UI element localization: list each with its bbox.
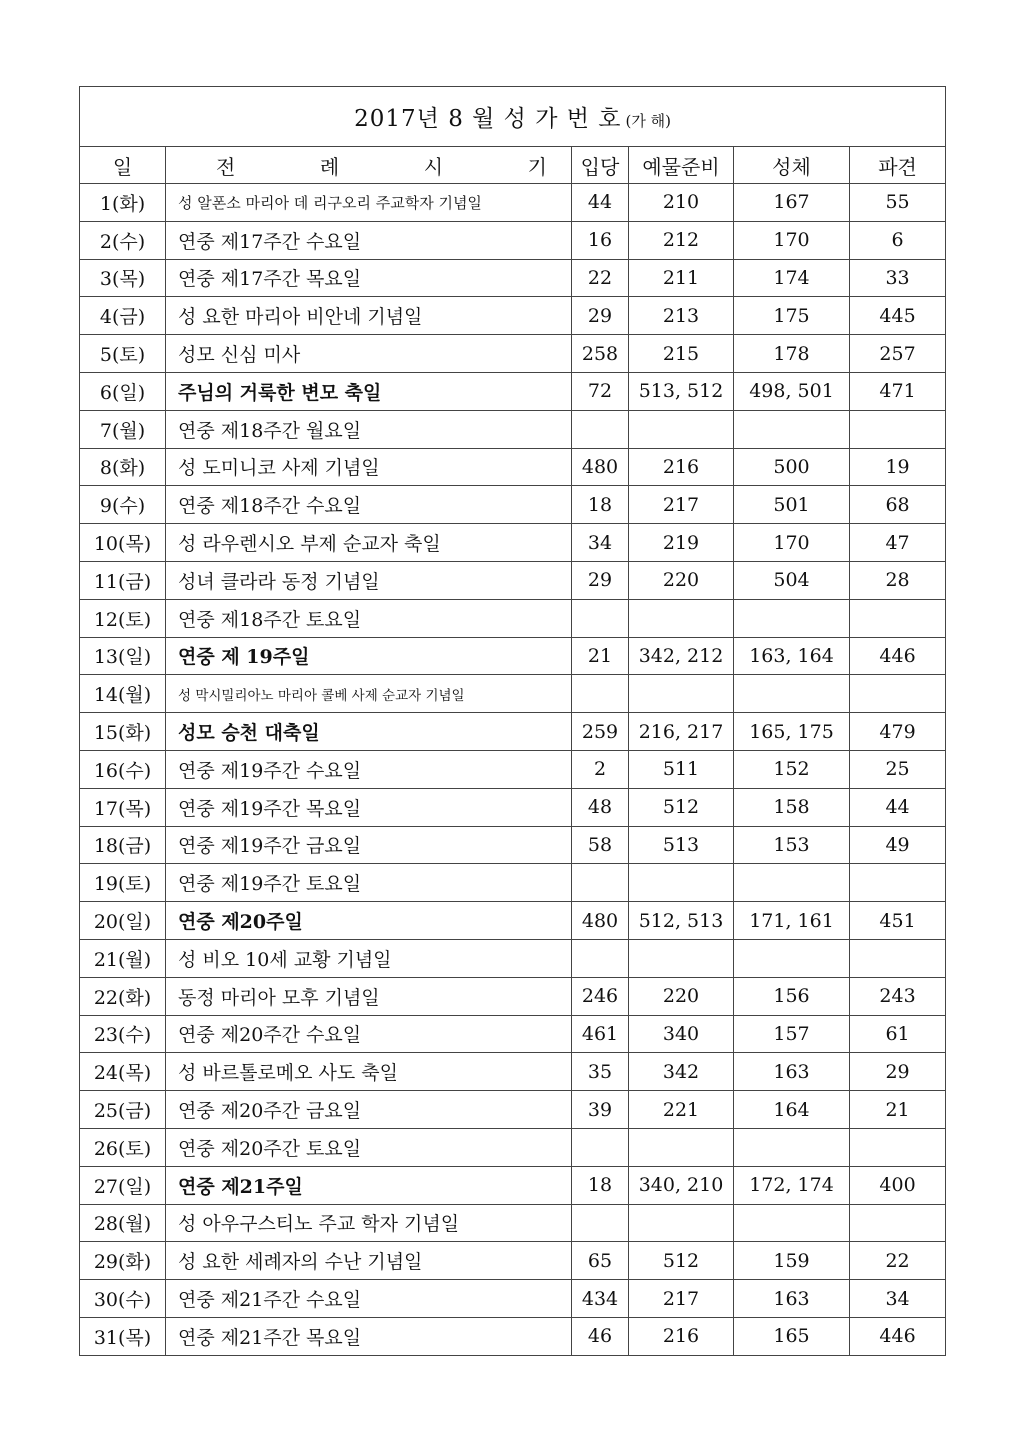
table-row — [80, 675, 946, 713]
dismissal-hymn-cell — [850, 1204, 946, 1242]
entrance-hymn-cell: 461 — [572, 1015, 629, 1053]
dismissal-hymn-cell — [850, 939, 946, 977]
day-cell: 27(일) — [80, 1166, 166, 1204]
liturgy-cell: 연중 제17주간 목요일 — [166, 259, 572, 297]
table-row — [80, 977, 946, 1015]
entrance-hymn-cell: 21 — [572, 637, 629, 675]
liturgy-cell: 연중 제21주일 — [166, 1166, 572, 1204]
table-row — [80, 939, 946, 977]
liturgy-cell: 성 알폰소 마리아 데 리구오리 주교학자 기념일 — [166, 184, 572, 222]
dismissal-hymn-cell — [850, 675, 946, 713]
liturgy-cell: 연중 제21주간 목요일 — [166, 1317, 572, 1355]
table-row — [80, 864, 946, 902]
offertory-hymn-cell — [629, 1128, 734, 1166]
table-row — [80, 1317, 946, 1355]
dismissal-hymn-cell — [850, 599, 946, 637]
day-cell: 24(목) — [80, 1053, 166, 1091]
communion-hymn-cell: 178 — [734, 335, 850, 373]
liturgy-cell: 성 도미니코 사제 기념일 — [166, 448, 572, 486]
table-row — [80, 1166, 946, 1204]
header-communion: 성체 — [734, 147, 850, 184]
offertory-hymn-cell — [629, 675, 734, 713]
entrance-hymn-cell: 22 — [572, 259, 629, 297]
liturgy-cell: 성모 승천 대축일 — [166, 713, 572, 751]
dismissal-hymn-cell: 21 — [850, 1091, 946, 1129]
day-cell: 8(화) — [80, 448, 166, 486]
liturgy-cell: 연중 제18주간 토요일 — [166, 599, 572, 637]
communion-hymn-cell: 163 — [734, 1280, 850, 1318]
entrance-hymn-cell: 58 — [572, 826, 629, 864]
hymn-number-table — [79, 86, 946, 1356]
liturgy-cell: 성모 신심 미사 — [166, 335, 572, 373]
table-row — [80, 1280, 946, 1318]
communion-hymn-cell: 164 — [734, 1091, 850, 1129]
day-cell: 14(월) — [80, 675, 166, 713]
dismissal-hymn-cell: 34 — [850, 1280, 946, 1318]
table-row — [80, 826, 946, 864]
entrance-hymn-cell: 480 — [572, 902, 629, 940]
day-cell: 2(수) — [80, 221, 166, 259]
table-row — [80, 1128, 946, 1166]
liturgy-cell: 성녀 클라라 동정 기념일 — [166, 561, 572, 599]
day-cell: 21(월) — [80, 939, 166, 977]
day-cell: 10(목) — [80, 524, 166, 562]
entrance-hymn-cell: 16 — [572, 221, 629, 259]
day-cell: 17(목) — [80, 788, 166, 826]
day-cell: 16(수) — [80, 750, 166, 788]
day-cell: 4(금) — [80, 297, 166, 335]
dismissal-hymn-cell: 243 — [850, 977, 946, 1015]
liturgy-cell: 연중 제20주간 금요일 — [166, 1091, 572, 1129]
dismissal-hymn-cell: 471 — [850, 372, 946, 410]
entrance-hymn-cell — [572, 410, 629, 448]
communion-hymn-cell: 498, 501 — [734, 372, 850, 410]
offertory-hymn-cell: 513 — [629, 826, 734, 864]
day-cell: 13(일) — [80, 637, 166, 675]
offertory-hymn-cell: 513, 512 — [629, 372, 734, 410]
day-cell: 28(월) — [80, 1204, 166, 1242]
dismissal-hymn-cell: 49 — [850, 826, 946, 864]
dismissal-hymn-cell: 28 — [850, 561, 946, 599]
offertory-hymn-cell: 512 — [629, 788, 734, 826]
communion-hymn-cell: 163, 164 — [734, 637, 850, 675]
offertory-hymn-cell: 220 — [629, 977, 734, 1015]
entrance-hymn-cell — [572, 939, 629, 977]
entrance-hymn-cell: 48 — [572, 788, 629, 826]
liturgy-cell: 연중 제 19주일 — [166, 637, 572, 675]
table-title — [80, 87, 946, 147]
liturgy-cell: 연중 제20주간 토요일 — [166, 1128, 572, 1166]
table-row — [80, 1204, 946, 1242]
communion-hymn-cell — [734, 1204, 850, 1242]
entrance-hymn-cell: 65 — [572, 1242, 629, 1280]
offertory-hymn-cell: 216 — [629, 1317, 734, 1355]
table-row — [80, 1053, 946, 1091]
table-row — [80, 599, 946, 637]
communion-hymn-cell — [734, 599, 850, 637]
offertory-hymn-cell: 221 — [629, 1091, 734, 1129]
entrance-hymn-cell: 246 — [572, 977, 629, 1015]
offertory-hymn-cell: 212 — [629, 221, 734, 259]
communion-hymn-cell: 157 — [734, 1015, 850, 1053]
entrance-hymn-cell: 39 — [572, 1091, 629, 1129]
dismissal-hymn-cell — [850, 1128, 946, 1166]
liturgy-cell: 연중 제19주간 목요일 — [166, 788, 572, 826]
liturgy-cell: 성 막시밀리아노 마리아 콜베 사제 순교자 기념일 — [166, 675, 572, 713]
communion-hymn-cell: 170 — [734, 221, 850, 259]
day-cell: 11(금) — [80, 561, 166, 599]
communion-hymn-cell: 501 — [734, 486, 850, 524]
communion-hymn-cell: 163 — [734, 1053, 850, 1091]
communion-hymn-cell — [734, 410, 850, 448]
table-row — [80, 1242, 946, 1280]
entrance-hymn-cell: 258 — [572, 335, 629, 373]
header-liturgy-char: 기 — [527, 154, 547, 179]
communion-hymn-cell: 175 — [734, 297, 850, 335]
dismissal-hymn-cell — [850, 864, 946, 902]
table-row — [80, 524, 946, 562]
dismissal-hymn-cell: 19 — [850, 448, 946, 486]
day-cell: 26(토) — [80, 1128, 166, 1166]
entrance-hymn-cell — [572, 864, 629, 902]
table-row — [80, 259, 946, 297]
liturgy-cell: 성 요한 세례자의 수난 기념일 — [166, 1242, 572, 1280]
liturgy-cell: 연중 제17주간 수요일 — [166, 221, 572, 259]
dismissal-hymn-cell: 445 — [850, 297, 946, 335]
table-row — [80, 372, 946, 410]
liturgy-cell: 동정 마리아 모후 기념일 — [166, 977, 572, 1015]
offertory-hymn-cell — [629, 410, 734, 448]
title-main: 2017년 8 월 성 가 번 호 — [354, 106, 622, 132]
communion-hymn-cell — [734, 939, 850, 977]
day-cell: 5(토) — [80, 335, 166, 373]
table-row — [80, 297, 946, 335]
dismissal-hymn-cell: 22 — [850, 1242, 946, 1280]
communion-hymn-cell — [734, 864, 850, 902]
dismissal-hymn-cell: 44 — [850, 788, 946, 826]
offertory-hymn-cell: 216, 217 — [629, 713, 734, 751]
offertory-hymn-cell: 511 — [629, 750, 734, 788]
offertory-hymn-cell: 342, 212 — [629, 637, 734, 675]
communion-hymn-cell: 174 — [734, 259, 850, 297]
day-cell: 3(목) — [80, 259, 166, 297]
dismissal-hymn-cell: 446 — [850, 637, 946, 675]
liturgy-cell: 연중 제20주일 — [166, 902, 572, 940]
table-row — [80, 637, 946, 675]
day-cell: 6(일) — [80, 372, 166, 410]
offertory-hymn-cell: 220 — [629, 561, 734, 599]
liturgy-cell: 연중 제19주간 수요일 — [166, 750, 572, 788]
offertory-hymn-cell: 211 — [629, 259, 734, 297]
communion-hymn-cell: 171, 161 — [734, 902, 850, 940]
table-row — [80, 1091, 946, 1129]
dismissal-hymn-cell: 29 — [850, 1053, 946, 1091]
offertory-hymn-cell — [629, 1204, 734, 1242]
table-row — [80, 788, 946, 826]
dismissal-hymn-cell: 451 — [850, 902, 946, 940]
entrance-hymn-cell — [572, 1128, 629, 1166]
communion-hymn-cell: 165, 175 — [734, 713, 850, 751]
day-cell: 1(화) — [80, 184, 166, 222]
dismissal-hymn-cell: 68 — [850, 486, 946, 524]
day-cell: 18(금) — [80, 826, 166, 864]
day-cell: 23(수) — [80, 1015, 166, 1053]
entrance-hymn-cell: 18 — [572, 1166, 629, 1204]
dismissal-hymn-cell: 6 — [850, 221, 946, 259]
header-row — [80, 147, 946, 184]
entrance-hymn-cell: 44 — [572, 184, 629, 222]
offertory-hymn-cell: 512, 513 — [629, 902, 734, 940]
liturgy-cell: 성 아우구스티노 주교 학자 기념일 — [166, 1204, 572, 1242]
table-row — [80, 486, 946, 524]
day-cell: 15(화) — [80, 713, 166, 751]
entrance-hymn-cell: 2 — [572, 750, 629, 788]
table-row — [80, 184, 946, 222]
day-cell: 25(금) — [80, 1091, 166, 1129]
entrance-hymn-cell: 29 — [572, 561, 629, 599]
offertory-hymn-cell — [629, 599, 734, 637]
offertory-hymn-cell: 340, 210 — [629, 1166, 734, 1204]
day-cell: 29(화) — [80, 1242, 166, 1280]
liturgy-cell: 성 요한 마리아 비안네 기념일 — [166, 297, 572, 335]
communion-hymn-cell: 172, 174 — [734, 1166, 850, 1204]
day-cell: 7(월) — [80, 410, 166, 448]
communion-hymn-cell: 152 — [734, 750, 850, 788]
dismissal-hymn-cell: 446 — [850, 1317, 946, 1355]
offertory-hymn-cell: 215 — [629, 335, 734, 373]
entrance-hymn-cell — [572, 1204, 629, 1242]
header-day: 일 — [80, 147, 166, 184]
table-row — [80, 448, 946, 486]
offertory-hymn-cell — [629, 864, 734, 902]
communion-hymn-cell — [734, 675, 850, 713]
liturgy-cell: 연중 제21주간 수요일 — [166, 1280, 572, 1318]
dismissal-hymn-cell: 33 — [850, 259, 946, 297]
entrance-hymn-cell: 35 — [572, 1053, 629, 1091]
liturgy-cell: 성 라우렌시오 부제 순교자 축일 — [166, 524, 572, 562]
entrance-hymn-cell: 29 — [572, 297, 629, 335]
entrance-hymn-cell: 18 — [572, 486, 629, 524]
communion-hymn-cell: 504 — [734, 561, 850, 599]
dismissal-hymn-cell: 55 — [850, 184, 946, 222]
offertory-hymn-cell — [629, 939, 734, 977]
header-dismissal: 파견 — [850, 147, 946, 184]
entrance-hymn-cell: 434 — [572, 1280, 629, 1318]
liturgy-cell: 성 바르톨로메오 사도 축일 — [166, 1053, 572, 1091]
liturgy-cell: 성 비오 10세 교황 기념일 — [166, 939, 572, 977]
liturgy-cell: 연중 제19주간 금요일 — [166, 826, 572, 864]
communion-hymn-cell: 156 — [734, 977, 850, 1015]
header-liturgy-char: 례 — [319, 154, 340, 179]
day-cell: 9(수) — [80, 486, 166, 524]
offertory-hymn-cell: 342 — [629, 1053, 734, 1091]
day-cell: 12(토) — [80, 599, 166, 637]
day-cell: 20(일) — [80, 902, 166, 940]
communion-hymn-cell: 159 — [734, 1242, 850, 1280]
dismissal-hymn-cell: 47 — [850, 524, 946, 562]
communion-hymn-cell: 165 — [734, 1317, 850, 1355]
communion-hymn-cell: 158 — [734, 788, 850, 826]
entrance-hymn-cell: 480 — [572, 448, 629, 486]
dismissal-hymn-cell — [850, 410, 946, 448]
offertory-hymn-cell: 216 — [629, 448, 734, 486]
entrance-hymn-cell: 72 — [572, 372, 629, 410]
table-row — [80, 335, 946, 373]
communion-hymn-cell: 500 — [734, 448, 850, 486]
header-liturgy-char: 시 — [423, 154, 444, 179]
dismissal-hymn-cell: 479 — [850, 713, 946, 751]
liturgy-cell: 연중 제20주간 수요일 — [166, 1015, 572, 1053]
title-sub: (가 해) — [625, 112, 671, 130]
table-row — [80, 902, 946, 940]
table-row — [80, 713, 946, 751]
header-entrance: 입당 — [572, 147, 629, 184]
table-row — [80, 561, 946, 599]
offertory-hymn-cell: 217 — [629, 1280, 734, 1318]
day-cell: 31(목) — [80, 1317, 166, 1355]
offertory-hymn-cell: 219 — [629, 524, 734, 562]
offertory-hymn-cell: 217 — [629, 486, 734, 524]
communion-hymn-cell: 170 — [734, 524, 850, 562]
dismissal-hymn-cell: 61 — [850, 1015, 946, 1053]
offertory-hymn-cell: 340 — [629, 1015, 734, 1053]
communion-hymn-cell: 167 — [734, 184, 850, 222]
dismissal-hymn-cell: 25 — [850, 750, 946, 788]
communion-hymn-cell — [734, 1128, 850, 1166]
hymn-number-sheet — [79, 86, 945, 1356]
header-liturgy-char: 전 — [216, 154, 236, 179]
entrance-hymn-cell — [572, 599, 629, 637]
dismissal-hymn-cell: 257 — [850, 335, 946, 373]
offertory-hymn-cell: 213 — [629, 297, 734, 335]
liturgy-cell: 주님의 거룩한 변모 축일 — [166, 372, 572, 410]
offertory-hymn-cell: 210 — [629, 184, 734, 222]
liturgy-cell: 연중 제18주간 수요일 — [166, 486, 572, 524]
entrance-hymn-cell: 46 — [572, 1317, 629, 1355]
entrance-hymn-cell — [572, 675, 629, 713]
liturgy-cell: 연중 제19주간 토요일 — [166, 864, 572, 902]
table-row — [80, 1015, 946, 1053]
header-offertory: 예물준비 — [629, 147, 734, 184]
day-cell: 22(화) — [80, 977, 166, 1015]
header-liturgy — [166, 147, 572, 184]
dismissal-hymn-cell: 400 — [850, 1166, 946, 1204]
entrance-hymn-cell: 259 — [572, 713, 629, 751]
offertory-hymn-cell: 512 — [629, 1242, 734, 1280]
day-cell: 30(수) — [80, 1280, 166, 1318]
day-cell: 19(토) — [80, 864, 166, 902]
communion-hymn-cell: 153 — [734, 826, 850, 864]
liturgy-cell: 연중 제18주간 월요일 — [166, 410, 572, 448]
table-row — [80, 750, 946, 788]
table-row — [80, 410, 946, 448]
table-row — [80, 221, 946, 259]
table-body — [80, 184, 946, 1356]
entrance-hymn-cell: 34 — [572, 524, 629, 562]
